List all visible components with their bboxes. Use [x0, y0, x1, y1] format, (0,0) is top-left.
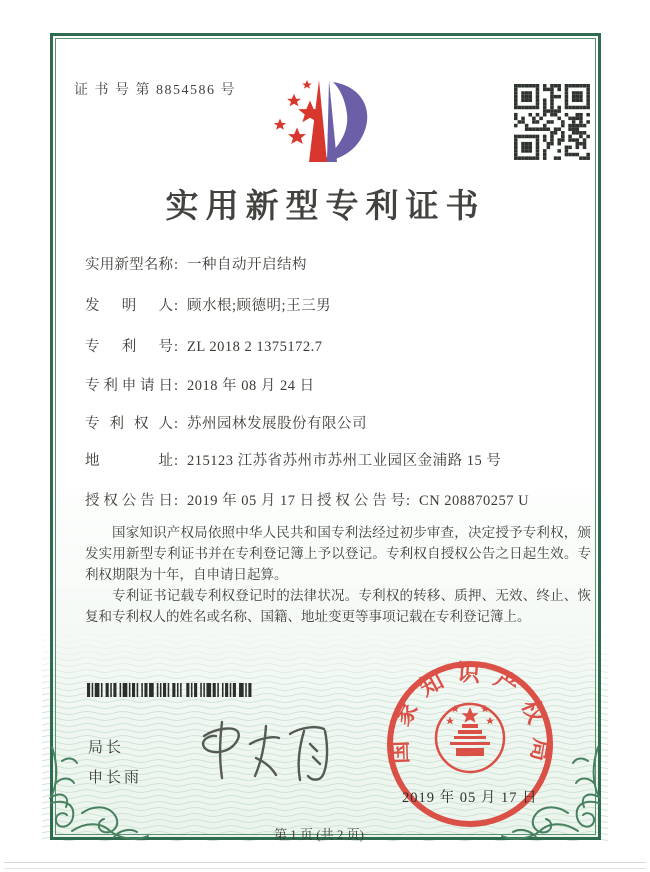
certificate-number: 证 书 号 第 8854586 号: [74, 83, 236, 98]
field-value: 一种自动开启结构: [187, 257, 308, 273]
legal-paragraph-2: 专利证书记载专利权登记时的法律状况。专利权的转移、质押、无效、终止、恢复和专利权人的姓名或名称、国籍、地址变更等事项记载在专利登记簿上。: [85, 588, 591, 624]
seal-date: 2019 年 05 月 17 日: [402, 790, 538, 806]
field-label: 授权公告号: [317, 493, 405, 509]
page-number: 第 1 页 (共 2 页): [274, 827, 364, 842]
field-label: 专利权人: [85, 416, 173, 432]
commissioner-block: [88, 733, 142, 793]
field-value: CN 208870257 U: [419, 493, 530, 509]
commissioner-title: 局长: [88, 740, 125, 756]
legal-text: [85, 522, 591, 627]
field-colon: :: [406, 493, 411, 509]
field-value: ZL 2018 2 1375172.7: [187, 339, 323, 355]
seal-text: 国家知识产权局: [386, 660, 555, 776]
certificate-title: 实用新型专利证书: [165, 189, 486, 225]
commissioner-signature-icon: [186, 710, 346, 800]
field-colon: :: [174, 339, 179, 355]
field-value: 2019 年 05 月 17 日: [187, 493, 315, 509]
field-colon: :: [174, 453, 179, 469]
field-utility-model-name: [85, 253, 307, 274]
field-patent-number: [85, 335, 322, 356]
field-address: [85, 449, 501, 470]
cnipa-logo-icon: [263, 74, 375, 168]
field-grant-number: [317, 489, 529, 510]
qr-code: [514, 84, 590, 160]
legal-paragraph-1: 国家知识产权局依照中华人民共和国专利法经过初步审查，决定授予专利权，颁发实用新型专利证书并在专利登记簿上予以登记。专利权自授权公告之日起生效。专利权期限为十年，自申请日起算。: [85, 525, 591, 582]
field-colon: :: [174, 493, 179, 509]
field-label: 授权公告日: [85, 493, 173, 509]
field-label: 专利号: [85, 339, 173, 355]
field-label: 专利申请日: [85, 378, 173, 394]
field-value: 苏州园林发展股份有限公司: [187, 416, 368, 432]
field-patentee: [85, 412, 367, 433]
field-label: 发明人: [85, 298, 173, 314]
field-value: 2018 年 08 月 24 日: [187, 378, 315, 394]
field-colon: :: [174, 298, 179, 314]
field-colon: :: [174, 378, 179, 394]
field-colon: :: [174, 257, 179, 273]
field-colon: :: [174, 416, 179, 432]
field-label: 地址: [85, 453, 173, 469]
field-value: 215123 江苏省苏州市苏州工业园区金浦路 15 号: [187, 453, 502, 469]
scan-paper-edge: [4, 862, 646, 869]
field-inventors: [85, 294, 331, 315]
commissioner-name: 申长雨: [88, 770, 143, 786]
field-value: 顾水根;顾德明;王三男: [187, 298, 332, 314]
field-label: 实用新型名称: [85, 257, 173, 273]
barcode: [87, 683, 253, 697]
field-grant-row: [85, 489, 530, 510]
field-filing-date: [85, 374, 315, 395]
